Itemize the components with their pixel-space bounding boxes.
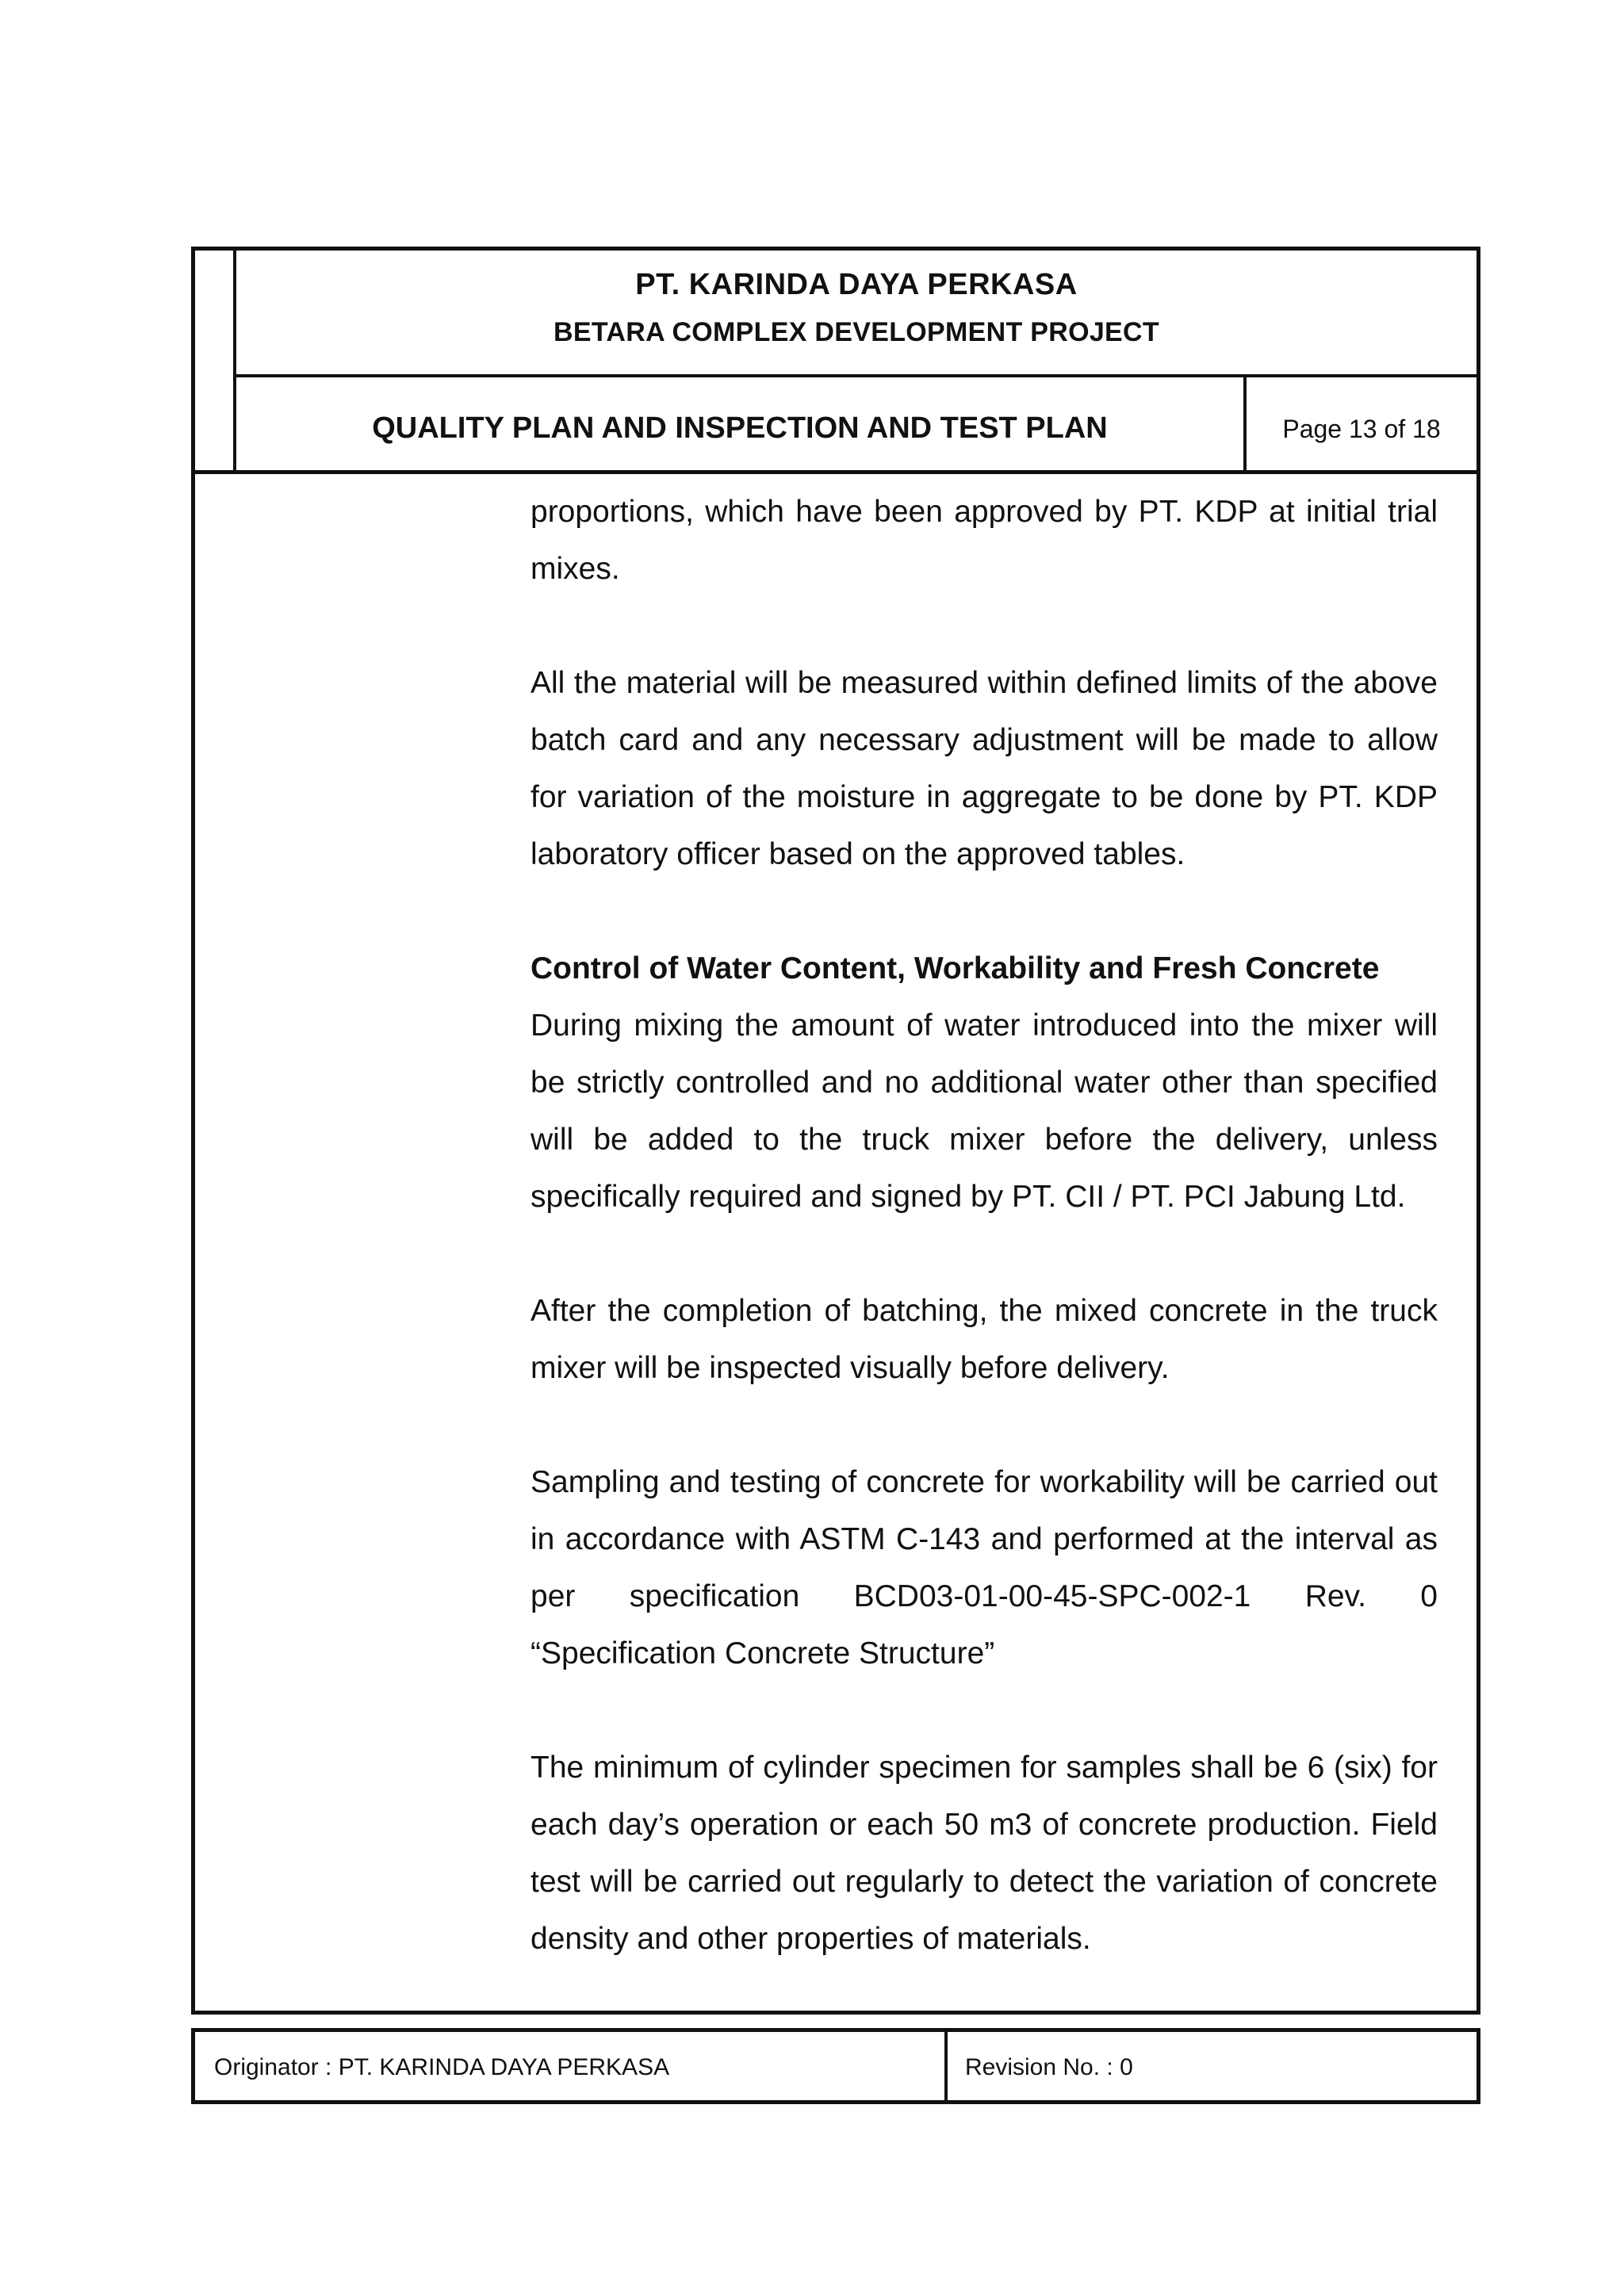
paragraph-cylinder-specimen: The minimum of cylinder specimen for samples shall be 6 (six) for each day’s operation or each 50 m3 of concrete production. Field test will be carried out regularly to detect the variation of concrete density and other properties of materials.: [530, 1751, 1438, 1956]
page-number: Page 13 of 18: [1282, 415, 1441, 443]
footer-divider: [944, 2032, 948, 2100]
body-content: [530, 484, 1438, 2025]
section-heading: Control of Water Content, Workability and Fresh Concrete: [530, 951, 1380, 985]
project-name: BETARA COMPLEX DEVELOPMENT PROJECT: [553, 317, 1159, 347]
revision-label: Revision No. : 0: [965, 2054, 1133, 2080]
company-name: PT. KARINDA DAYA PERKASA: [635, 268, 1078, 301]
header-row-divider: [236, 374, 1477, 377]
paragraph-proportions: proportions, which have been approved by PT. KDP at initial trial mixes.: [530, 495, 1438, 586]
footer-table: [191, 2028, 1480, 2104]
paragraph-sampling-testing: Sampling and testing of concrete for workability will be carried out in accordance with ASTM C-143 and performed at the interval as per specification BCD03-01-00-45-SPC-002-1 Rev. 0 “Specification Concrete Structure”: [530, 1465, 1438, 1670]
paragraph-water-control: During mixing the amount of water introduced into the mixer will be strictly controlled and no additional water other than specified will be added to the truck mixer before the delivery, unless specifically required and signed by PT. CII / PT. PCI Jabung Ltd.: [530, 1008, 1438, 1214]
paragraph-material-measure: All the material will be measured within defined limits of the above batch card and any necessary adjustment will be made to allow for variation of the moisture in aggregate to be done by PT. KDP laboratory officer based on the approved tables.: [530, 666, 1438, 871]
originator-label: Originator : PT. KARINDA DAYA PERKASA: [214, 2054, 670, 2080]
header-table: [191, 247, 1480, 474]
document-title: QUALITY PLAN AND INSPECTION AND TEST PLAN: [372, 411, 1108, 445]
paragraph-batching-inspection: After the completion of batching, the mixed concrete in the truck mixer will be inspected visually before delivery.: [530, 1294, 1438, 1385]
